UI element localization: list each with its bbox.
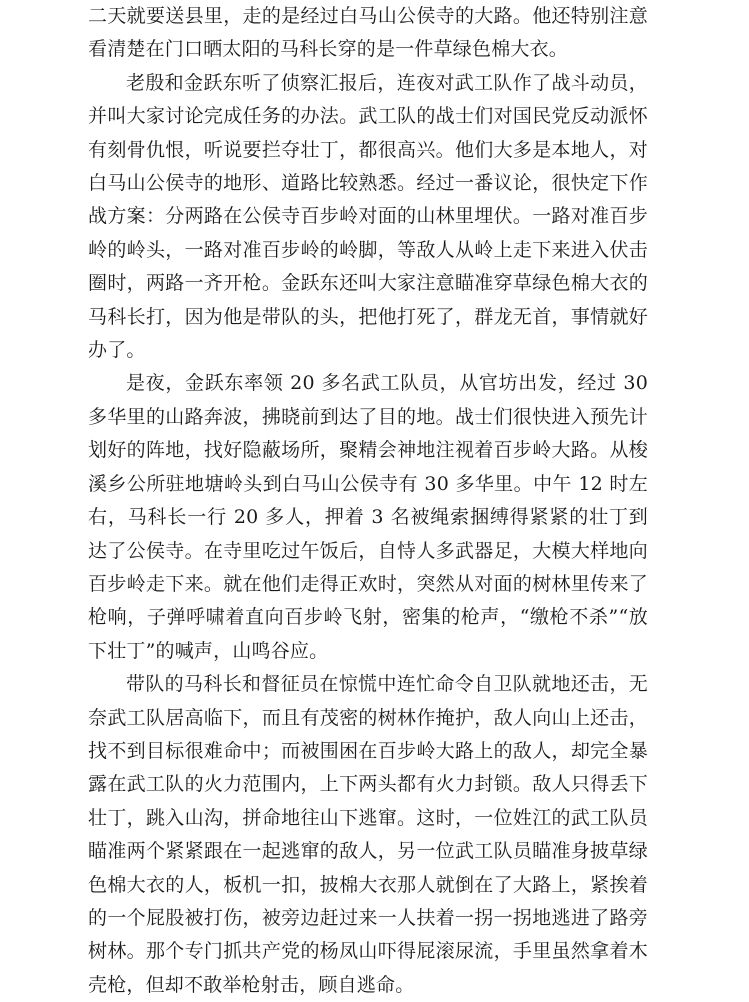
paragraph-1: 二天就要送县里，走的是经过白马山公侯寺的大路。他还特别注意看清楚在门口晒太阳的马科长穿的是一件草绿色棉大衣。 xyxy=(88,5,648,61)
paragraph-3: 是夜，金跃东率领 20 多名武工队员，从官坊出发，经过 30 多华里的山路奔波，拂晓前到达了目的地。战士们很快进入预先计划好的阵地，找好隐蔽场所，聚精会神地注视着百步岭大路。从梭溪乡公所驻地塘岭头到白马山公侯寺有 30 多华里。中午 12 时左右，马科长一行 20 多人，押着 3 名被绳索捆缚得紧紧的壮丁到达了公侯寺。在寺里吃过午饭后，自恃人多武器足，大模大样地向百步岭走下来。就在他们走得正欢时，突然从对面的树林里传来了枪响，子弹呼啸着直向百步岭飞射，密集的枪声，“缴枪不杀”“放下壮丁”的喊声，山鸣谷应。 xyxy=(88,372,648,662)
paragraph-2: 老殷和金跃东听了侦察汇报后，连夜对武工队作了战斗动员，并叫大家讨论完成任务的办法。武工队的战士们对国民党反动派怀有刻骨仇恨，听说要拦夺壮丁，都很高兴。他们大多是本地人，对白马山公侯寺的地形、道路比较熟悉。经过一番议论，很快定下作战方案：分两路在公侯寺百步岭对面的山林里埋伏。一路对准百步岭的岭头，一路对准百步岭的岭脚，等敌人从岭上走下来进入伏击圈时，两路一齐开枪。金跃东还叫大家注意瞄准穿草绿色棉大衣的马科长打，因为他是带队的头，把他打死了，群龙无首，事情就好办了。 xyxy=(88,71,648,362)
paragraph-4: 带队的马科长和督征员在惊慌中连忙命令自卫队就地还击，无奈武工队居高临下，而且有茂密的树林作掩护，敌人向山上还击，找不到目标很难命中；而被围困在百步岭大路上的敌人，却完全暴露在武工队的火力范围内，上下两头都有火力封锁。敌人只得丢下壮丁，跳入山沟，拼命地往山下逃窜。这时，一位姓江的武工队员瞄准两个紧紧跟在一起逃窜的敌人，另一位武工队员瞄准身披草绿色棉大衣的人，板机一扣，披棉大衣那人就倒在了大路上，紧挨着的一个屁股被打伤，被旁边赶过来一人扶着一拐一拐地逃进了路旁树林。那个专门抓共产党的杨凤山吓得屁滚尿流，手里虽然拿着木壳枪，但却不敢举枪射击，顾自逃命。 xyxy=(88,673,648,996)
document-page xyxy=(88,0,648,1002)
